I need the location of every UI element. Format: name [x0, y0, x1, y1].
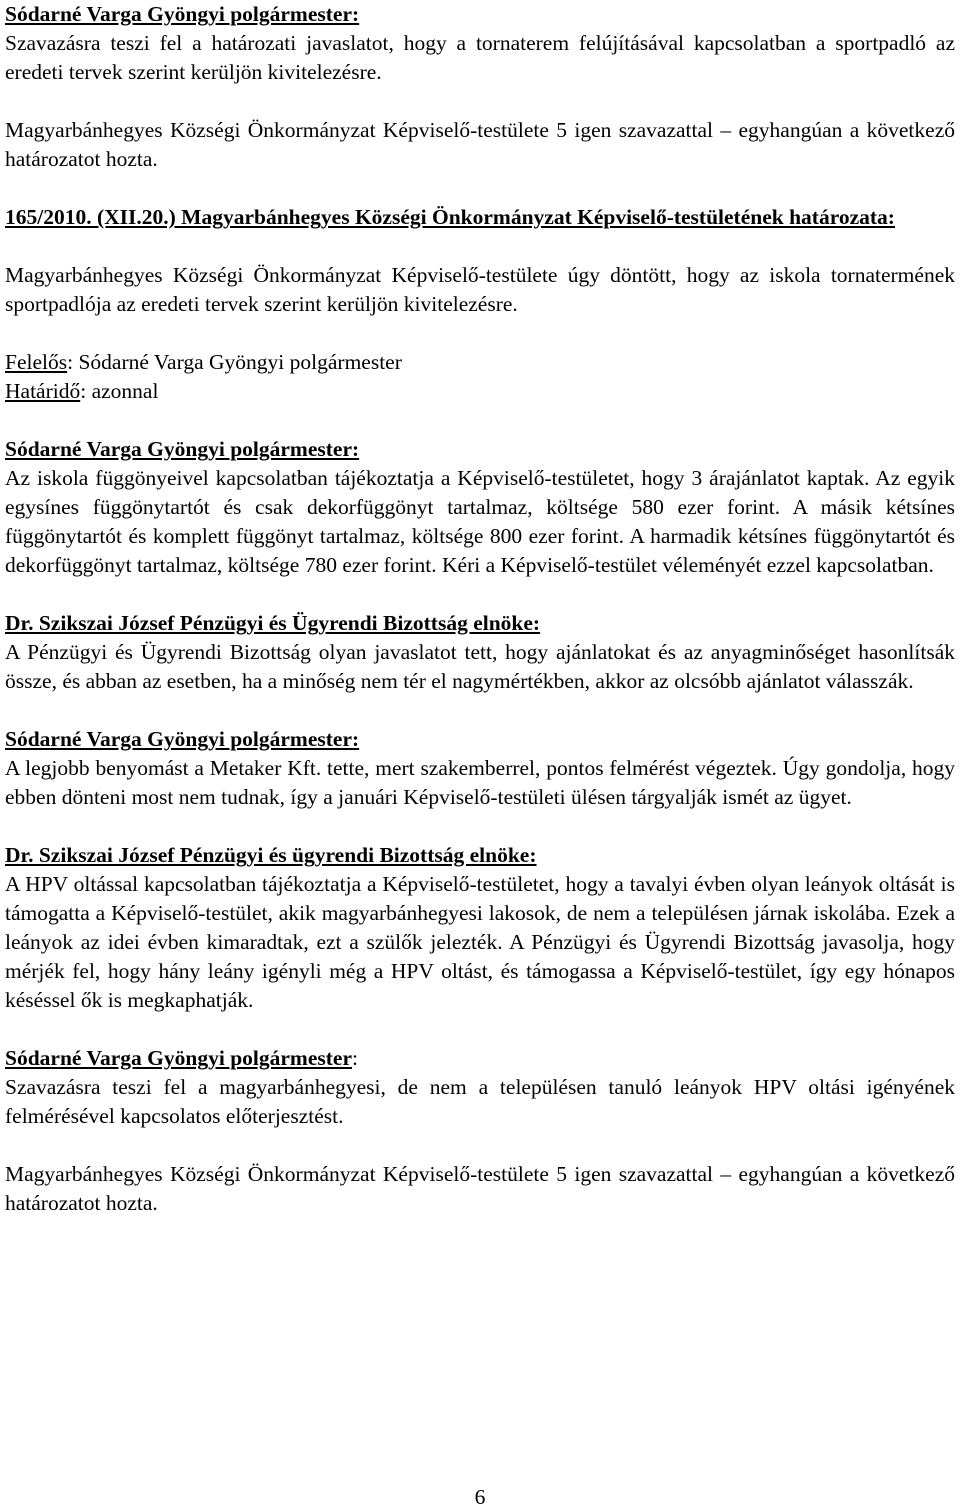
resolution-title: 165/2010. (XII.20.) Magyarbánhegyes Községi Önkormányzat Képviselő-testületének határozata:: [5, 205, 895, 229]
deadline-line: [5, 377, 955, 406]
responsible-label: Felelős: [5, 350, 68, 374]
speaker-heading: Dr. Szikszai József Pénzügyi és ügyrendi Bizottság elnöke:: [5, 843, 537, 867]
responsible-value: : Sódarné Varga Gyöngyi polgármester: [67, 350, 402, 374]
deadline-value: : azonnal: [80, 379, 159, 403]
speaker-heading: [5, 1044, 955, 1073]
page-number: 6: [474, 1485, 486, 1509]
speaker-heading: Dr. Szikszai József Pénzügyi és Ügyrendi Bizottság elnöke:: [5, 611, 541, 635]
speaker-text: A legjobb benyomást a Metaker Kft. tette, mert szakemberrel, pontos felmérést végeztek. Úgy gondolja, hogy ebben dönteni most nem tudnak, így a januári Képviselő-testületi ülésen tárgyalják ismét az ügyet.: [5, 756, 955, 809]
deadline-label: Határidő: [5, 379, 81, 403]
resolution-text: Magyarbánhegyes Községi Önkormányzat Képviselő-testülete úgy döntött, hogy az iskola tornatermének sportpadlója az eredeti tervek szerint kerüljön kivitelezésre.: [5, 263, 955, 316]
vote-statement: Magyarbánhegyes Községi Önkormányzat Képviselő-testülete 5 igen szavazattal – egyhangúan a következő határozatot hozta.: [5, 1162, 955, 1215]
speaker-heading: Sódarné Varga Gyöngyi polgármester:: [5, 437, 360, 461]
speaker-heading: Sódarné Varga Gyöngyi polgármester:: [5, 727, 360, 751]
document-page: [5, 0, 955, 1218]
speaker-text: Szavazásra teszi fel a határozati javaslatot, hogy a tornaterem felújításával kapcsolatban a sportpadló az eredeti tervek szerint kerüljön kivitelezésre.: [5, 31, 955, 84]
speaker-colon: :: [351, 1046, 358, 1070]
speaker-text: A HPV oltással kapcsolatban tájékoztatja a Képviselő-testületet, hogy a tavalyi évben olyan leányok oltását is támogatta a Képviselő-testület, akik magyarbánhegyesi lakosok, de nem a településen járnak iskolába. Ezek a leányok az idei évben kimaradtak, ezt a szülők jelezték. A Pénzügyi és Ügyrendi Bizottság javasolja, hogy mérjék fel, hogy hány leány igényli még a HPV oltást, és támogassa a Képviselő-testület, így egy hónapos késéssel ők is megkaphatják.: [5, 872, 955, 1012]
speaker-heading: Sódarné Varga Gyöngyi polgármester:: [5, 2, 360, 26]
speaker-name: Sódarné Varga Gyöngyi polgármester: [5, 1046, 352, 1070]
vote-statement: Magyarbánhegyes Községi Önkormányzat Képviselő-testülete 5 igen szavazattal – egyhangúan a következő határozatot hozta.: [5, 118, 955, 171]
speaker-text: Szavazásra teszi fel a magyarbánhegyesi, de nem a településen tanuló leányok HPV oltási igényének felmérésével kapcsolatos előterjesztést.: [5, 1075, 955, 1128]
responsible-line: [5, 348, 955, 377]
speaker-text: Az iskola függönyeivel kapcsolatban tájékoztatja a Képviselő-testületet, hogy 3 árajánlatot kaptak. Az egyik egysínes függönytartót és csak dekorfüggönyt tartalmaz, költsége 580 ezer forint. A másik kétsínes függönytartót és komplett függönyt tartalmaz, költsége 800 ezer forint. A harmadik kétsínes függönytartót és dekorfüggönyt tartalmaz, költsége 780 ezer forint. Kéri a Képviselő-testület véleményét ezzel kapcsolatban.: [5, 466, 955, 577]
speaker-text: A Pénzügyi és Ügyrendi Bizottság olyan javaslatot tett, hogy ajánlatokat és az anyagminőséget hasonlítsák össze, és abban az esetben, ha a minőség nem tér el nagymértékben, akkor az olcsóbb ajánlatot válasszák.: [5, 640, 955, 693]
